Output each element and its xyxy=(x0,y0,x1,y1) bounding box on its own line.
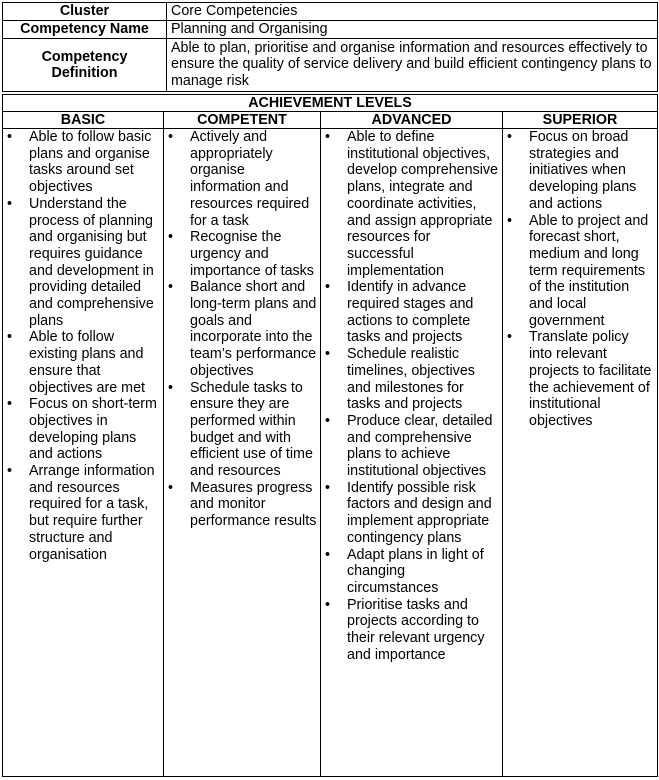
basic-list xyxy=(3,129,163,563)
list-item: • Focus on broad strategies and initiatives when developing plans and actions xyxy=(503,129,657,213)
achievement-levels-table xyxy=(2,94,658,777)
list-item: • Prioritise tasks and projects according to their relevant urgency and importance xyxy=(321,597,502,664)
list-item: • Identify in advance required stages and actions to complete tasks and projects xyxy=(321,279,502,346)
list-item: • Able to project and forecast short, medium and long term requirements of the institution and local government xyxy=(503,213,657,330)
cluster-row xyxy=(3,3,658,21)
list-item: • Produce clear, detailed and comprehensive plans to achieve institutional objectives xyxy=(321,413,502,480)
cluster-value: Core Competencies xyxy=(167,3,658,21)
list-item: • Able to define institutional objectives, develop comprehensive plans, integrate and coordinate activities, and assign appropriate resources for successful implementation xyxy=(321,129,502,279)
competency-definition-label-line1: Competency xyxy=(41,48,128,65)
level-header-superior: SUPERIOR xyxy=(503,112,658,129)
list-item: • Actively and appropriately organise information and resources required for a task xyxy=(164,129,320,229)
competency-definition-value: Able to plan, prioritise and organise information and resources effectively to ensure the quality of service delivery and build efficient contingency plans to manage risk xyxy=(167,39,658,92)
list-item: • Able to follow basic plans and organise tasks around set objectives xyxy=(3,129,163,196)
superior-list xyxy=(503,129,657,430)
level-cell-basic xyxy=(3,129,164,777)
competency-definition-label-line2: Definition xyxy=(51,65,118,81)
competent-list xyxy=(164,129,320,530)
level-content-row xyxy=(3,129,658,777)
achievement-levels-title-row xyxy=(3,95,658,112)
competency-name-value: Planning and Organising xyxy=(167,21,658,39)
list-item: • Recognise the urgency and importance of tasks xyxy=(164,229,320,279)
achievement-levels-title: ACHIEVEMENT LEVELS xyxy=(3,95,658,112)
list-item: • Adapt plans in light of changing circumstances xyxy=(321,547,502,597)
list-item: • Understand the process of planning and organising but requires guidance and development in providing detailed and comprehensive plans xyxy=(3,196,163,330)
list-item: • Focus on short-term objectives in developing plans and actions xyxy=(3,396,163,463)
level-cell-competent xyxy=(164,129,321,777)
list-item: • Balance short and long-term plans and goals and incorporate into the team’s performance objectives xyxy=(164,279,320,379)
level-header-competent: COMPETENT xyxy=(164,112,321,129)
list-item: • Arrange information and resources required for a task, but require further structure and organisation xyxy=(3,463,163,563)
level-cell-superior xyxy=(503,129,658,777)
competency-name-label: Competency Name xyxy=(3,21,167,39)
competency-info-table xyxy=(2,2,658,92)
list-item: • Able to follow existing plans and ensure that objectives are met xyxy=(3,329,163,396)
cluster-label: Cluster xyxy=(3,3,167,21)
competency-name-row xyxy=(3,21,658,39)
list-item: • Schedule realistic timelines, objectives and milestones for tasks and projects xyxy=(321,346,502,413)
list-item: • Schedule tasks to ensure they are performed within budget and with efficient use of time and resources xyxy=(164,380,320,480)
level-headers-row xyxy=(3,112,658,129)
list-item: • Measures progress and monitor performance results xyxy=(164,480,320,530)
level-cell-advanced xyxy=(321,129,503,777)
list-item: • Translate policy into relevant projects to facilitate the achievement of institutional objectives xyxy=(503,329,657,429)
list-item: • Identify possible risk factors and design and implement appropriate contingency plans xyxy=(321,480,502,547)
level-header-advanced: ADVANCED xyxy=(321,112,503,129)
competency-definition-label xyxy=(3,39,167,92)
level-header-basic: BASIC xyxy=(3,112,164,129)
advanced-list xyxy=(321,129,502,664)
competency-definition-row xyxy=(3,39,658,92)
